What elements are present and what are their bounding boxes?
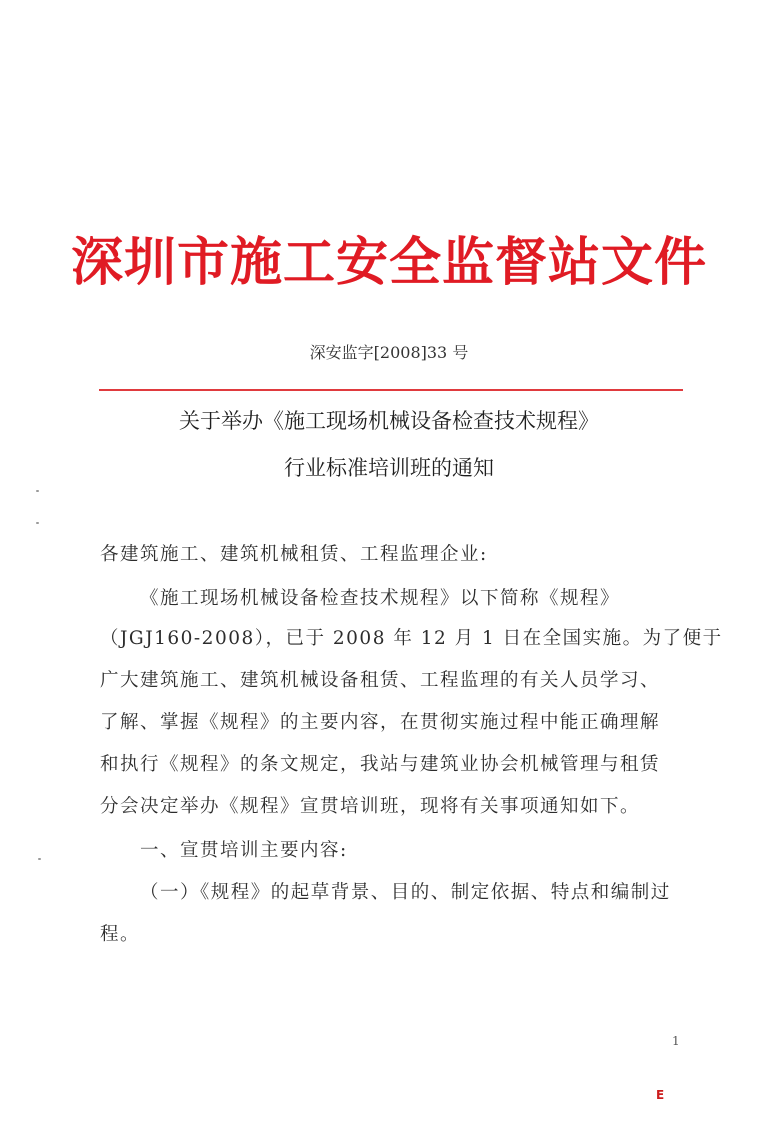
notice-title-line-1: 关于举办《施工现场机械设备检查技术规程》 [179, 409, 599, 433]
issuer-header-title: 深圳市施工安全监督站文件 [70, 232, 707, 293]
salutation: 各建筑施工、建筑机械租赁、工程监理企业: [100, 544, 488, 565]
scan-speck [38, 858, 41, 860]
document-number: 深安监字[2008]33 号 [309, 343, 469, 362]
notice-title-line-2: 行业标准培训班的通知 [284, 456, 494, 480]
paragraph-line: 和执行《规程》的条文规定，我站与建筑业协会机械管理与租赁 [100, 754, 661, 775]
paragraph-line: 分会决定举办《规程》宣贯培训班，现将有关事项通知如下。 [100, 796, 641, 817]
paragraph-line: 《施工现场机械设备检查技术规程》以下简称《规程》 [140, 588, 621, 609]
scan-speck [36, 522, 39, 524]
stamp-mark: E [656, 1088, 665, 1102]
scan-speck [36, 490, 39, 492]
list-item-line: 程。 [100, 924, 141, 945]
section-heading: 一、宣贯培训主要内容: [140, 840, 348, 861]
list-item-line: （一）《规程》的起草背景、目的、制定依据、特点和编制过 [140, 882, 671, 903]
paragraph-line: 广大建筑施工、建筑机械设备租赁、工程监理的有关人员学习、 [100, 670, 661, 691]
paragraph-line: 了解、掌握《规程》的主要内容，在贯彻实施过程中能正确理解 [100, 712, 661, 733]
page-number: 1 [672, 1034, 680, 1048]
paragraph-line: （JGJ160-2008），已于 2008 年 12 月 1 日在全国实施。为了便于 [100, 628, 723, 649]
red-divider-line [99, 389, 683, 391]
